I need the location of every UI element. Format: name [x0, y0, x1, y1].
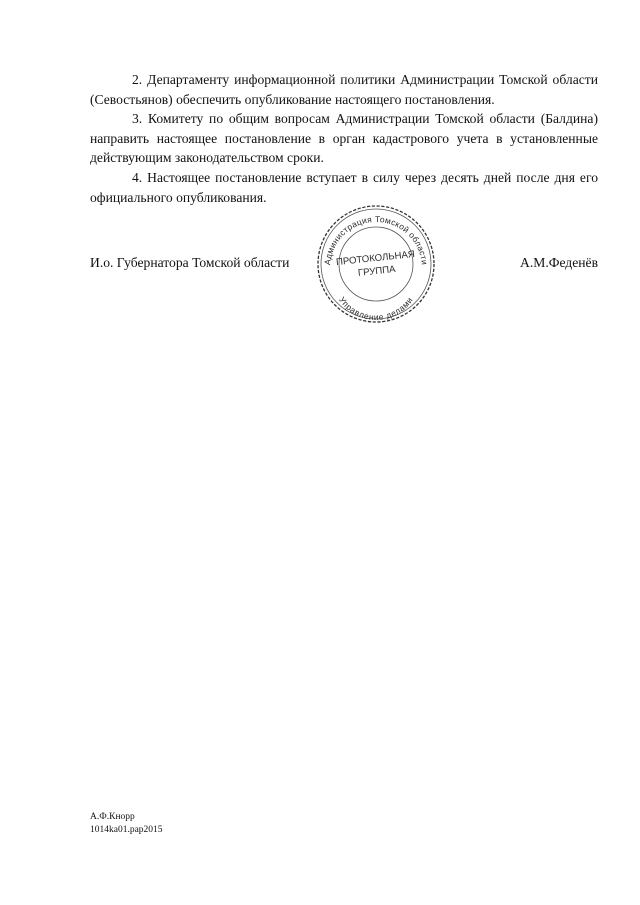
document-footer	[90, 811, 163, 836]
stamp-graphic	[314, 202, 438, 326]
stamp-center-line2: ГРУППА	[357, 264, 397, 279]
signatory-title: И.о. Губернатора Томской области	[90, 255, 290, 270]
footer-file-code: 1014ka01.pap2015	[90, 824, 163, 835]
paragraph-4: 4. Настоящее постановление вступает в силу через десять дней после дня его официального опубликования.	[90, 169, 598, 205]
document-body	[90, 70, 598, 207]
signatory-name: А.М.Феденёв	[520, 255, 598, 270]
official-stamp	[314, 202, 438, 326]
paragraph-3: 3. Комитету по общим вопросам Администрации Томской области (Балдина) направить настоящее постановление в орган кадастрового учета в установленные действующим законодательством сроки.	[90, 111, 598, 166]
paragraph-2: 2. Департаменту информационной политики Администрации Томской области (Севостьянов) обеспечить опубликование настоящего постановления.	[90, 72, 598, 107]
stamp-outer-bottom-text: Управление делами	[337, 294, 415, 323]
stamp-outer-top-text: Администрация Томской области	[322, 213, 430, 266]
stamp-center-line1: ПРОТОКОЛЬНАЯ	[335, 248, 416, 269]
footer-author: А.Ф.Кнорр	[90, 812, 135, 822]
